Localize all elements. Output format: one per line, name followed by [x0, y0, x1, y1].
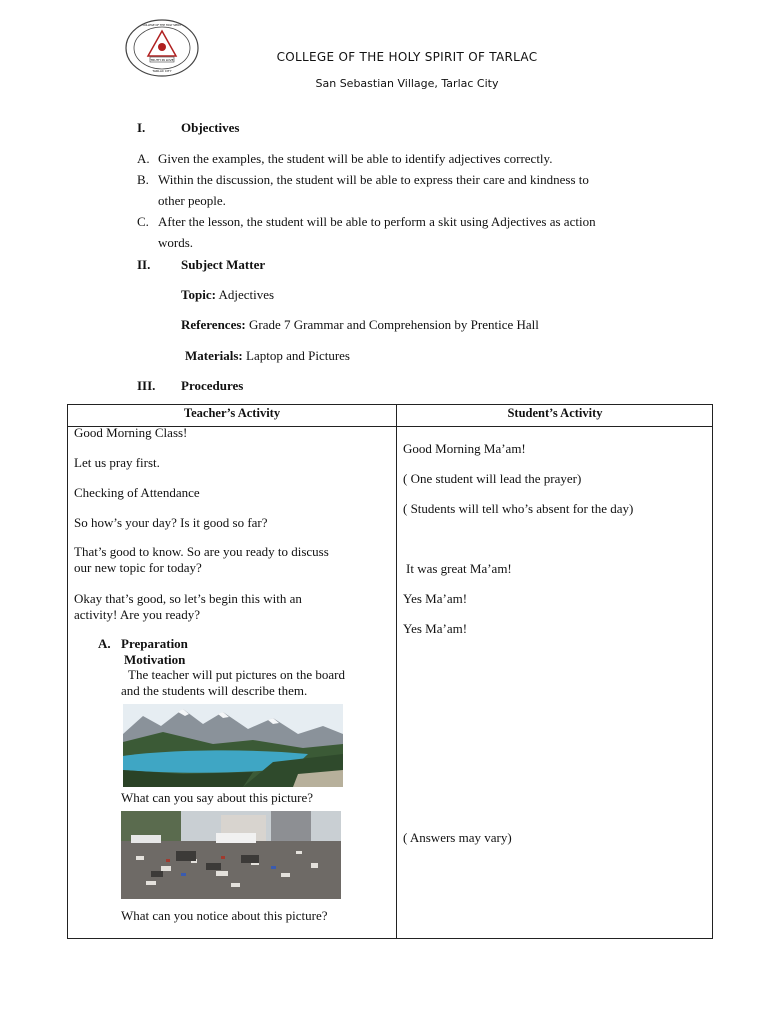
teacher-greeting: Good Morning Class!: [74, 425, 188, 440]
student-great: It was great Ma’am!: [406, 561, 512, 576]
objective-c-text: After the lesson, the student will be able to perform a skit using Adjectives as action: [158, 214, 596, 229]
student-yes-1: Yes Ma’am!: [403, 591, 468, 606]
table-column-divider: [396, 405, 397, 938]
student-prayer: ( One student will lead the prayer): [403, 471, 582, 486]
objective-c-text-cont: words.: [158, 235, 194, 250]
objectives-heading: Objectives: [181, 120, 240, 135]
objective-letter-a: A.: [137, 151, 150, 166]
littered-street-photo: [121, 811, 341, 899]
preparation-heading: Preparation: [121, 636, 188, 651]
teacher-ready-line2: our new topic for today?: [74, 560, 202, 575]
teacher-activity-line1: Okay that’s good, so let’s begin this with an: [74, 591, 302, 606]
teacher-activity-line2: activity! Are you ready?: [74, 607, 200, 622]
student-activity-header: Student’s Activity: [507, 406, 603, 420]
picture2-question: What can you notice about this picture?: [121, 908, 328, 923]
college-seal-logo: [125, 19, 199, 77]
objective-a-text: Given the examples, the student will be able to identify adjectives correctly.: [158, 151, 553, 166]
svg-text:COLLEGE OF THE HOLY SPIRIT: COLLEGE OF THE HOLY SPIRIT: [142, 24, 182, 27]
objective-b-text: Within the discussion, the student will be able to express their care and kindness to: [158, 172, 589, 187]
student-absent: ( Students will tell who’s absent for the day): [403, 501, 634, 516]
references-line: References: Grade 7 Grammar and Comprehension by Prentice Hall: [181, 317, 539, 332]
student-answers-vary: ( Answers may vary): [403, 830, 512, 845]
procedures-table: [67, 404, 713, 939]
objective-letter-c: C.: [137, 214, 149, 229]
picture1-question: What can you say about this picture?: [121, 790, 314, 805]
motivation-instruction-line2: and the students will describe them.: [121, 683, 308, 698]
topic-line: Topic: Adjectives: [181, 287, 275, 302]
teacher-pray: Let us pray first.: [74, 455, 160, 470]
teacher-ready-line1: That’s good to know. So are you ready to discuss: [74, 544, 329, 559]
preparation-letter: A.: [98, 636, 111, 651]
mountain-lake-photo: [123, 704, 343, 787]
student-greeting: Good Morning Ma’am!: [403, 441, 526, 456]
procedures-numeral: III.: [137, 378, 156, 393]
subject-matter-numeral: II.: [137, 257, 151, 272]
subject-matter-heading: Subject Matter: [181, 257, 266, 272]
student-yes-2: Yes Ma’am!: [403, 621, 468, 636]
objectives-numeral: I.: [137, 120, 146, 135]
motivation-heading: Motivation: [124, 652, 186, 667]
objective-letter-b: B.: [137, 172, 149, 187]
motivation-instruction-line1: The teacher will put pictures on the board: [128, 667, 345, 682]
college-name: COLLEGE OF THE HOLY SPIRIT OF TARLAC: [276, 50, 538, 64]
objective-b-text-cont: other people.: [158, 193, 226, 208]
teacher-attendance: Checking of Attendance: [74, 485, 200, 500]
svg-text:TRUTH IN LOVE: TRUTH IN LOVE: [150, 58, 174, 62]
materials-line: Materials: Laptop and Pictures: [185, 348, 350, 363]
college-address: San Sebastian Village, Tarlac City: [315, 77, 499, 90]
teacher-how-day: So how’s your day? Is it good so far?: [74, 515, 268, 530]
teacher-activity-header: Teacher’s Activity: [183, 406, 281, 420]
procedures-heading: Procedures: [181, 378, 244, 393]
svg-text:TARLAC CITY: TARLAC CITY: [152, 69, 172, 73]
